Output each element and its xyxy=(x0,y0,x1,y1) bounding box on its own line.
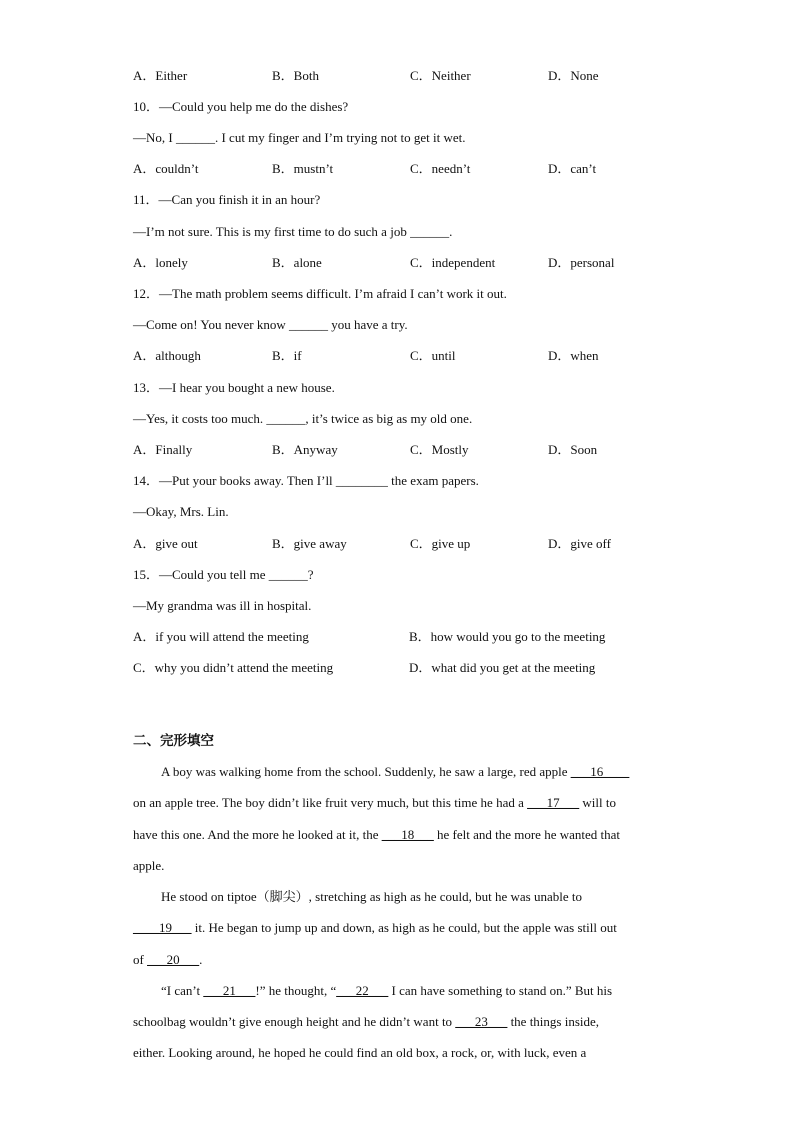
q13-option-c[interactable]: C．Mostly xyxy=(410,442,469,457)
p3-text-2: !” he thought, “ xyxy=(255,983,337,998)
q12-option-c[interactable]: C．until xyxy=(410,348,456,363)
q11-option-b[interactable]: B．alone xyxy=(272,255,322,270)
p3-line3: either. Looking around, he hoped he could find an old box, a rock, or, with luck, even a xyxy=(133,1045,587,1060)
q15-option-c[interactable]: C．why you didn’t attend the meeting xyxy=(133,660,334,675)
p1-text-3: will to xyxy=(579,795,616,810)
blank-21[interactable]: ___21___ xyxy=(203,983,256,998)
q12-response: —Come on! You never know ______ you have a try. xyxy=(133,317,408,332)
blank-23[interactable]: ___23___ xyxy=(455,1014,508,1029)
q12-options xyxy=(133,348,693,364)
q11-stem: 11．—Can you finish it in an hour? xyxy=(133,192,321,207)
q13-option-b[interactable]: B．Anyway xyxy=(272,442,338,457)
q10-option-a[interactable]: A．couldn’t xyxy=(133,161,199,176)
q9-option-c[interactable]: C．Neither xyxy=(410,68,471,83)
q13-stem: 13．—I hear you bought a new house. xyxy=(133,380,335,395)
q10-stem: 10．—Could you help me do the dishes? xyxy=(133,99,349,114)
q14-response: —Okay, Mrs. Lin. xyxy=(133,504,229,519)
q9-option-d[interactable]: D．None xyxy=(548,68,599,83)
p1-text-1: A boy was walking home from the school. Suddenly, he saw a large, red apple xyxy=(161,764,571,779)
q11-option-c[interactable]: C．independent xyxy=(410,255,496,270)
q10-options xyxy=(133,161,693,177)
blank-19[interactable]: ____19___ xyxy=(133,920,192,935)
q13-options xyxy=(133,442,693,458)
q14-option-c[interactable]: C．give up xyxy=(410,536,471,551)
q15-stem: 15．—Could you tell me ______? xyxy=(133,567,314,582)
p1-line4: apple. xyxy=(133,858,165,873)
q9-options xyxy=(133,68,693,84)
section-heading-cloze: 二、完形填空 xyxy=(133,733,214,749)
p3-text-1: “I can’t xyxy=(161,983,204,998)
q15-option-a[interactable]: A．if you will attend the meeting xyxy=(133,629,309,644)
blank-17[interactable]: ___17___ xyxy=(527,795,580,810)
q15-response: —My grandma was ill in hospital. xyxy=(133,598,312,613)
p1-text-2: on an apple tree. The boy didn’t like fruit very much, but this time he had a xyxy=(133,795,528,810)
q11-response: —I’m not sure. This is my first time to do such a job ______. xyxy=(133,224,453,239)
q15-options-row1 xyxy=(133,629,693,645)
q12-option-a[interactable]: A．although xyxy=(133,348,201,363)
blank-22[interactable]: ___22___ xyxy=(336,983,389,998)
q9-option-b[interactable]: B．Both xyxy=(272,68,319,83)
blank-16[interactable]: ___16____ xyxy=(570,764,630,779)
p1-line1 xyxy=(161,764,629,780)
blank-18[interactable]: ___18___ xyxy=(381,827,434,842)
q13-option-d[interactable]: D．Soon xyxy=(548,442,598,457)
q15-options-row2 xyxy=(133,660,693,676)
q12-stem: 12．—The math problem seems difficult. I’m afraid I can’t work it out. xyxy=(133,286,507,301)
q15-option-d[interactable]: D．what did you get at the meeting xyxy=(409,660,596,675)
q9-option-a[interactable]: A．Either xyxy=(133,68,188,83)
p1-text-5: he felt and the more he wanted that xyxy=(433,827,621,842)
p2-line3 xyxy=(133,952,202,968)
q14-stem: 14．—Put your books away. Then I’ll ________ the exam papers. xyxy=(133,473,479,488)
p3-text-3: I can have something to stand on.” But his xyxy=(388,983,613,998)
p1-line2 xyxy=(133,795,616,811)
q11-options xyxy=(133,255,693,271)
p1-line3 xyxy=(133,827,620,843)
q10-option-b[interactable]: B．mustn’t xyxy=(272,161,334,176)
q10-option-c[interactable]: C．needn’t xyxy=(410,161,471,176)
q13-option-a[interactable]: A．Finally xyxy=(133,442,193,457)
q11-option-a[interactable]: A．lonely xyxy=(133,255,188,270)
p2-text-3: of xyxy=(133,952,148,967)
p1-text-4: have this one. And the more he looked at it, the xyxy=(133,827,382,842)
p3-line1 xyxy=(161,983,612,999)
q12-option-b[interactable]: B．if xyxy=(272,348,302,363)
blank-20[interactable]: ___20___ xyxy=(147,952,200,967)
q10-option-d[interactable]: D．can’t xyxy=(548,161,597,176)
p2-line1: He stood on tiptoe（脚尖）, stretching as high as he could, but he was unable to xyxy=(161,889,582,904)
p3-text-4: schoolbag wouldn’t give enough height and he didn’t want to xyxy=(133,1014,456,1029)
q11-option-d[interactable]: D．personal xyxy=(548,255,615,270)
p2-text-2: it. He began to jump up and down, as high as he could, but the apple was still out xyxy=(191,920,617,935)
q10-response: —No, I ______. I cut my finger and I’m trying not to get it wet. xyxy=(133,130,466,145)
q14-option-d[interactable]: D．give off xyxy=(548,536,611,551)
p2-line2 xyxy=(133,920,617,936)
q13-response: —Yes, it costs too much. ______, it’s twice as big as my old one. xyxy=(133,411,473,426)
q14-options xyxy=(133,536,693,552)
q12-option-d[interactable]: D．when xyxy=(548,348,599,363)
q14-option-a[interactable]: A．give out xyxy=(133,536,198,551)
p2-text-4: . xyxy=(199,952,203,967)
q15-option-b[interactable]: B．how would you go to the meeting xyxy=(409,629,606,644)
p3-line2 xyxy=(133,1014,599,1030)
q14-option-b[interactable]: B．give away xyxy=(272,536,347,551)
p3-text-5: the things inside, xyxy=(507,1014,600,1029)
